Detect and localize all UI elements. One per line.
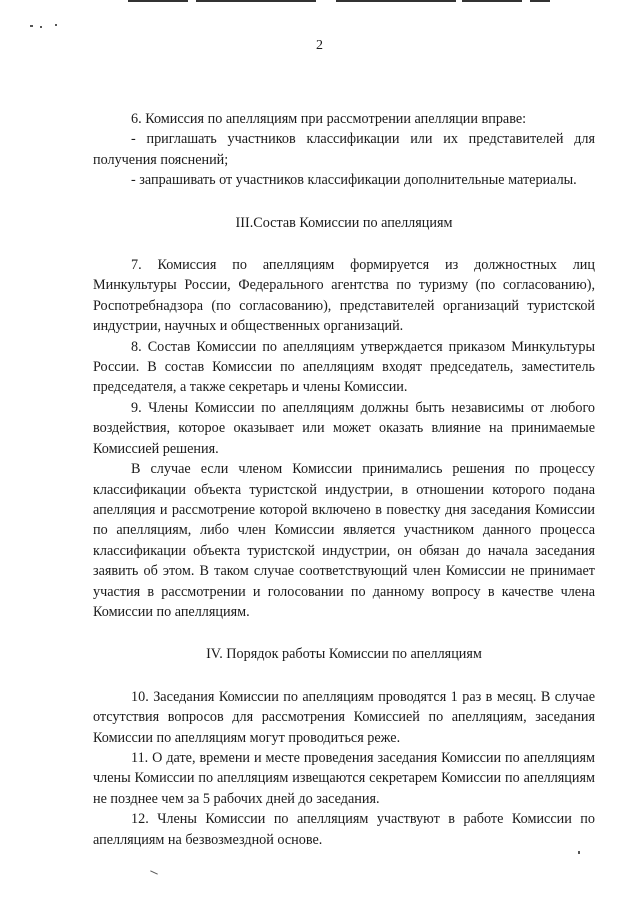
paragraph-10: 10. Заседания Комиссии по апелляциям проводятся 1 раз в месяц. В случае отсутствия вопросов для рассмотрения Комиссией по апелляциям, заседания Комиссии по апелляциям могут проводиться реже. — [93, 688, 595, 746]
list-item-invite: - приглашать участников классификации или их представителей для получения пояснений; — [93, 131, 595, 168]
scan-speck — [150, 870, 158, 874]
paragraph-7: 7. Комиссия по апелляциям формируется из должностных лиц Минкультуры России, Федерального агентства по туризму (по согласованию), Роспотребнадзора (по согласованию), представителей организаций туристской индустрии, научных и общественных организаций. — [93, 257, 595, 335]
paragraph-6: 6. Комиссия по апелляциям при рассмотрении апелляции вправе: — [131, 111, 527, 127]
page-number: 2 — [316, 38, 323, 53]
document-body — [93, 109, 595, 850]
scan-top-rule — [462, 0, 522, 2]
section-4-title: IV. Порядок работы Комиссии по апелляциям — [206, 646, 482, 663]
scan-top-rule — [128, 0, 188, 2]
list-item-request: - запрашивать от участников классификации дополнительные материалы. — [131, 172, 577, 189]
scan-top-rule — [196, 0, 316, 2]
scan-speck — [30, 25, 33, 27]
scan-speck — [578, 851, 580, 854]
scan-speck — [55, 24, 57, 26]
paragraph-9-continued: В случае если членом Комиссии принимались решения по процессу классификации объекта туристской индустрии, в отношении которого подана апелляция и рассмотрение которой включено в повестку дня заседания Комиссии по апелляциям, либо член Комиссии является участником данного процесса классификации объекта туристской индустрии, он обязан до начала заседания заявить об этом. В таком случае соответствующий член Комиссии не принимает участия в рассмотрении и голосовании по данному вопросу в качестве члена Комиссии по апелляциям. — [93, 461, 595, 620]
paragraph-8: 8. Состав Комиссии по апелляциям утверждается приказом Минкультуры России. В состав Комиссии по апелляциям входят председатель, заместитель председателя, а также секретарь и члены Комиссии. — [93, 338, 595, 396]
scan-speck — [40, 26, 42, 28]
scan-top-rule — [336, 0, 456, 2]
scan-top-rule — [530, 0, 550, 2]
paragraph-11: 11. О дате, времени и месте проведения заседания Комиссии по апелляциям члены Комиссии по апелляциям извещаются секретарем Комиссии по апелляциям не позднее чем за 5 рабочих дней до заседания. — [93, 749, 595, 807]
section-3-title: III.Состав Комиссии по апелляциям — [235, 214, 453, 231]
paragraph-9: 9. Члены Комиссии по апелляциям должны быть независимы от любого воздействия, которое оказывает или может оказать влияние на принимаемые Комиссией решения. — [93, 399, 595, 457]
paragraph-12: 12. Члены Комиссии по апелляциям участвуют в работе Комиссии по апелляциям на безвозмездной основе. — [93, 811, 595, 848]
